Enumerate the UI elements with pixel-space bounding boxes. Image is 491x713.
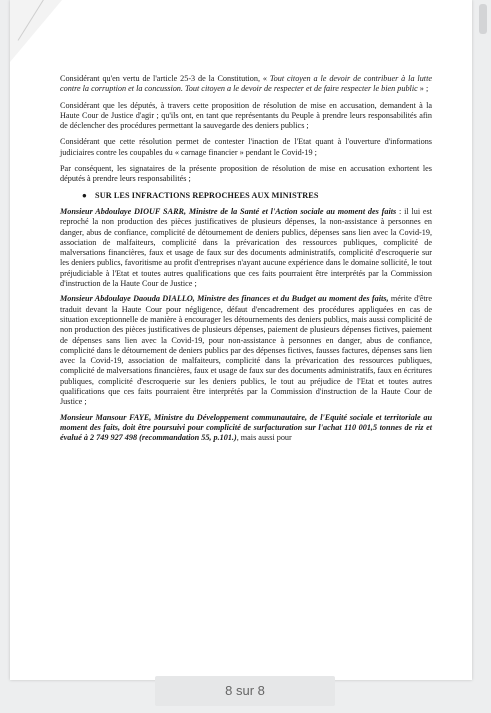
paragraph-faye: [60, 413, 432, 444]
charges-diouf-sarr: : il lui est reproché la non production des pièces justificatives de plusieurs dépenses, la non-assistance à personnes en danger, abus de confiance, complicité de détournement de deniers publics, dépenses sans lien avec la Covid-19, association de malfaiteurs, complicité dans la prévarication des ressources publiques, complicité de malversations financières, faux et usage de faux sur des documents administratifs, complicité d'escroquerie sur les deniers publics, favoritisme au profit d'entreprises n'ayant aucune expérience dans le domaine sollicité, le tout préjudiciable à l'Etat et toutes autres qualifications que ces faits pourraient être interprétés par la Commission d'instruction de la Haute Cour de Justice ;: [60, 206, 432, 289]
paragraph-resolution: Considérant que cette résolution permet de contester l'inaction de l'Etat quant à l'ouverture d'informations judiciaires contre les coupables du « carnage financier » pendant le Covid-19 ;: [60, 137, 432, 157]
page-indicator: 8 sur 8: [155, 676, 335, 706]
paragraph-constitution-lead: Considérant qu'en vertu de l'article 25-3 de la Constitution, «: [60, 74, 270, 83]
minister-name-faye: Monsieur Mansour FAYE, Ministre du Développement communautaire, de l'Equité sociale et territoriale au moment des faits, doit être poursuivi pour complicité de surfacturation sur l'achat 110 001,5 tonnes de riz et évalué à 2 749 927 498 (recommandation 55, p.101.): [60, 412, 432, 443]
document-page: [10, 0, 472, 680]
minister-name-diallo: Monsieur Abdoulaye Daouda DIALLO, Ministre des finances et du Budget au moment des faits,: [60, 294, 389, 304]
charges-faye: , mais aussi pour: [236, 433, 292, 443]
constitution-quote: Tout citoyen a le devoir de contribuer à la lutte contre la corruption et la concussion. Tout citoyen a le devoir de respecter et de faire respecter le bien public: [60, 74, 432, 94]
section-heading-text: SUR LES INFRACTIONS REPROCHEES AUX MINISTRES: [95, 190, 319, 200]
section-heading: [82, 191, 432, 201]
minister-name-diouf-sarr: Monsieur Abdoulaye DIOUF SARR, Ministre de la Santé et l'Action sociale au moment des faits: [60, 206, 397, 216]
paragraph-constitution: [60, 74, 432, 95]
paragraph-deputes: Considérant que les députés, à travers cette proposition de résolution de mise en accusation, demandent à la Haute Cour de Justice d'agir ; qu'ils ont, en tant que représentants du Peuple à prendre leurs responsabilités afin de déclencher des procédures permettant la sauvegarde des deniers publics ;: [60, 100, 432, 131]
paragraph-diallo: [60, 294, 432, 407]
charges-diallo: mérite d'être traduit devant la Haute Cour pour négligence, défaut d'encadrement des procédures appliquées en cas de situation exceptionnelle de manière à encourager les détournements des deniers publics, mais aussi complicité de non production des pièces justificatives de plusieurs dépenses, paiement de plusieurs dépenses fictives, paiement de dépenses sans lien avec la Covid-19, pour non-assistance à personnes en danger, abus de confiance, complicité dans le détournement de deniers publics par des dépenses fictives, fausses factures, dépenses sans lien avec la Covid-19, association de malfaiteurs, complicité dans la prévarication des ressources publiques, complicité de malversations financières, faux et usage de faux sur des documents administratifs, faux en écritures publiques, complicité d'escroquerie sur les deniers publics, le tout au préjudice de l'Etat et toutes autres qualifications que ces faits pourraient être interprétés par la Commission d'instruction de la Haute Cour de Justice ;: [60, 294, 432, 407]
scrollbar-thumb[interactable]: [479, 4, 487, 34]
paragraph-diouf-sarr: [60, 207, 432, 289]
paragraph-consequence: Par conséquent, les signataires de la présente proposition de résolution de mise en accusation exhortent les députés à prendre leurs responsabilités ;: [60, 164, 432, 184]
paragraph-constitution-end: » ;: [417, 84, 429, 94]
bullet-icon: ●: [82, 190, 88, 200]
page-content: [60, 74, 432, 450]
